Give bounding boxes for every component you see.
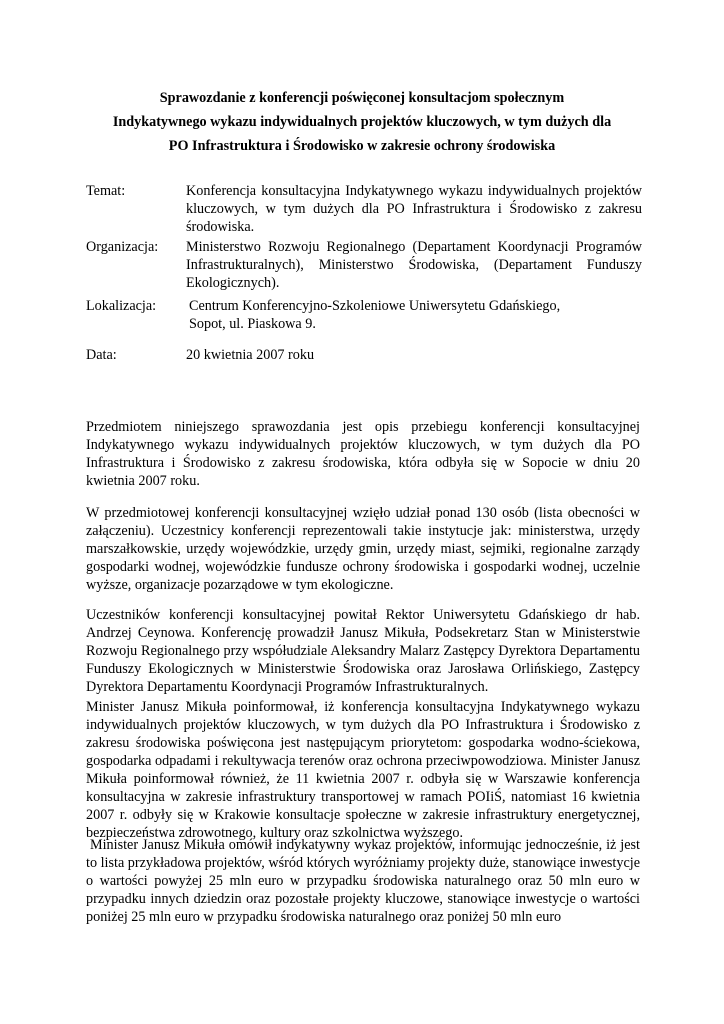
paragraph-2-text: W przedmiotowej konferencji konsultacyjnej wzięło udział ponad 130 osób (lista obecności w załączeniu). Uczestnicy konferencji reprezentowali takie instytucje jak: ministerstwa, urzędy marszałkowskie, urzędy wojewódzkie, urzędy gmin, urzędy miast, sejmiki, regionalne zarządy gospodarki wodnej, wojewódzkie fundusze ochrony środowiska i gospodarki wodnej, uczelnie wyższe, organizacje pozarządowe w tym ekologiczne. [86, 505, 640, 593]
paragraph-3 [86, 606, 640, 696]
meta-value-data: 20 kwietnia 2007 roku [186, 347, 315, 363]
paragraph-1 [86, 418, 640, 490]
meta-row-temat [86, 182, 642, 236]
title-line-1: Sprawozdanie z konferencji poświęconej konsultacjom społecznym [159, 90, 565, 106]
meta-value-organizacja: Ministerstwo Rozwoju Regionalnego (Departament Koordynacji Programów Infrastrukturalnych), Ministerstwo Środowiska, (Departament Funduszy Ekologicznych). [186, 239, 642, 291]
meta-label-temat: Temat: [86, 183, 126, 199]
title-line-3: PO Infrastruktura i Środowisko w zakresie ochrony środowiska [168, 138, 556, 154]
paragraph-3-text: Uczestników konferencji konsultacyjnej powitał Rektor Uniwersytetu Gdańskiego dr hab. Andrzej Ceynowa. Konferencję prowadził Janusz Mikuła, Podsekretarz Stan w Ministerstwie Rozwoju Regionalnego przy współudziale Aleksandry Malarz Zastępcy Dyrektora Departamentu Funduszy Ekologicznych w Ministerstwie Środowiska oraz Jarosława Orlińskiego, Zastępcy Dyrektora Departamentu Koordynacji Programów Infrastrukturalnych. [86, 607, 640, 695]
meta-row-lokalizacja [86, 297, 642, 333]
meta-row-organizacja [86, 238, 642, 292]
document-title [86, 86, 638, 158]
paragraph-2 [86, 504, 640, 594]
paragraph-5 [86, 836, 640, 926]
meta-value-lokalizacja: Centrum Konferencyjno-Szkoleniowe Uniwersytetu Gdańskiego, Sopot, ul. Piaskowa 9. [189, 298, 561, 332]
meta-label-data: Data: [86, 347, 117, 363]
paragraph-4 [86, 698, 640, 842]
meta-value-temat: Konferencja konsultacyjna Indykatywnego wykazu indywidualnych projektów kluczowych, w tym dużych dla PO Infrastruktura i Środowisko z zakresu środowiska. [186, 183, 642, 235]
meta-label-organizacja: Organizacja: [86, 239, 159, 255]
paragraph-1-text: Przedmiotem niniejszego sprawozdania jest opis przebiegu konferencji konsultacyjnej Indykatywnego wykazu indywidualnych projektów kluczowych, w tym dużych dla PO Infrastruktura i Środowisko z zakresu środowiska, która odbyła się w Sopocie w dniu 20 kwietnia 2007 roku. [86, 419, 640, 489]
meta-label-lokalizacja: Lokalizacja: [86, 298, 157, 314]
meta-row-data [86, 346, 642, 364]
paragraph-5-text: Minister Janusz Mikuła omówił indykatywny wykaz projektów, informując jednocześnie, iż jest to lista przykładowa projektów, wśród których wyróżniamy projekty duże, stanowiące inwestycje o wartości powyżej 25 mln euro w przypadku środowiska naturalnego oraz 50 mln euro w przypadku innych dziedzin oraz pozostałe projekty kluczowe, stanowiące inwestycje o wartości poniżej 25 mln euro w przypadku środowiska naturalnego oraz poniżej 50 mln euro [86, 837, 640, 925]
title-line-2: Indykatywnego wykazu indywidualnych projektów kluczowych, w tym dużych dla [112, 114, 612, 130]
paragraph-4-text: Minister Janusz Mikuła poinformował, iż konferencja konsultacyjna Indykatywnego wykazu indywidualnych projektów kluczowych, w tym dużych dla PO Infrastruktura i Środowisko z zakresu środowiska poświęcona jest następującym priorytetom: gospodarka wodno-ściekowa, gospodarka odpadami i rekultywacja terenów oraz ochrona przeciwpowodziowa. Minister Janusz Mikuła poinformował również, że 11 kwietnia 2007 r. odbyła się w Warszawie konferencja konsultacyjna w zakresie infrastruktury transportowej w ramach POIiŚ, natomiast 16 kwietnia 2007 r. odbyły się w Krakowie konsultacje społeczne w zakresie infrastruktury energetycznej, bezpieczeństwa zdrowotnego, kultury oraz szkolnictwa wyższego. [86, 699, 640, 841]
